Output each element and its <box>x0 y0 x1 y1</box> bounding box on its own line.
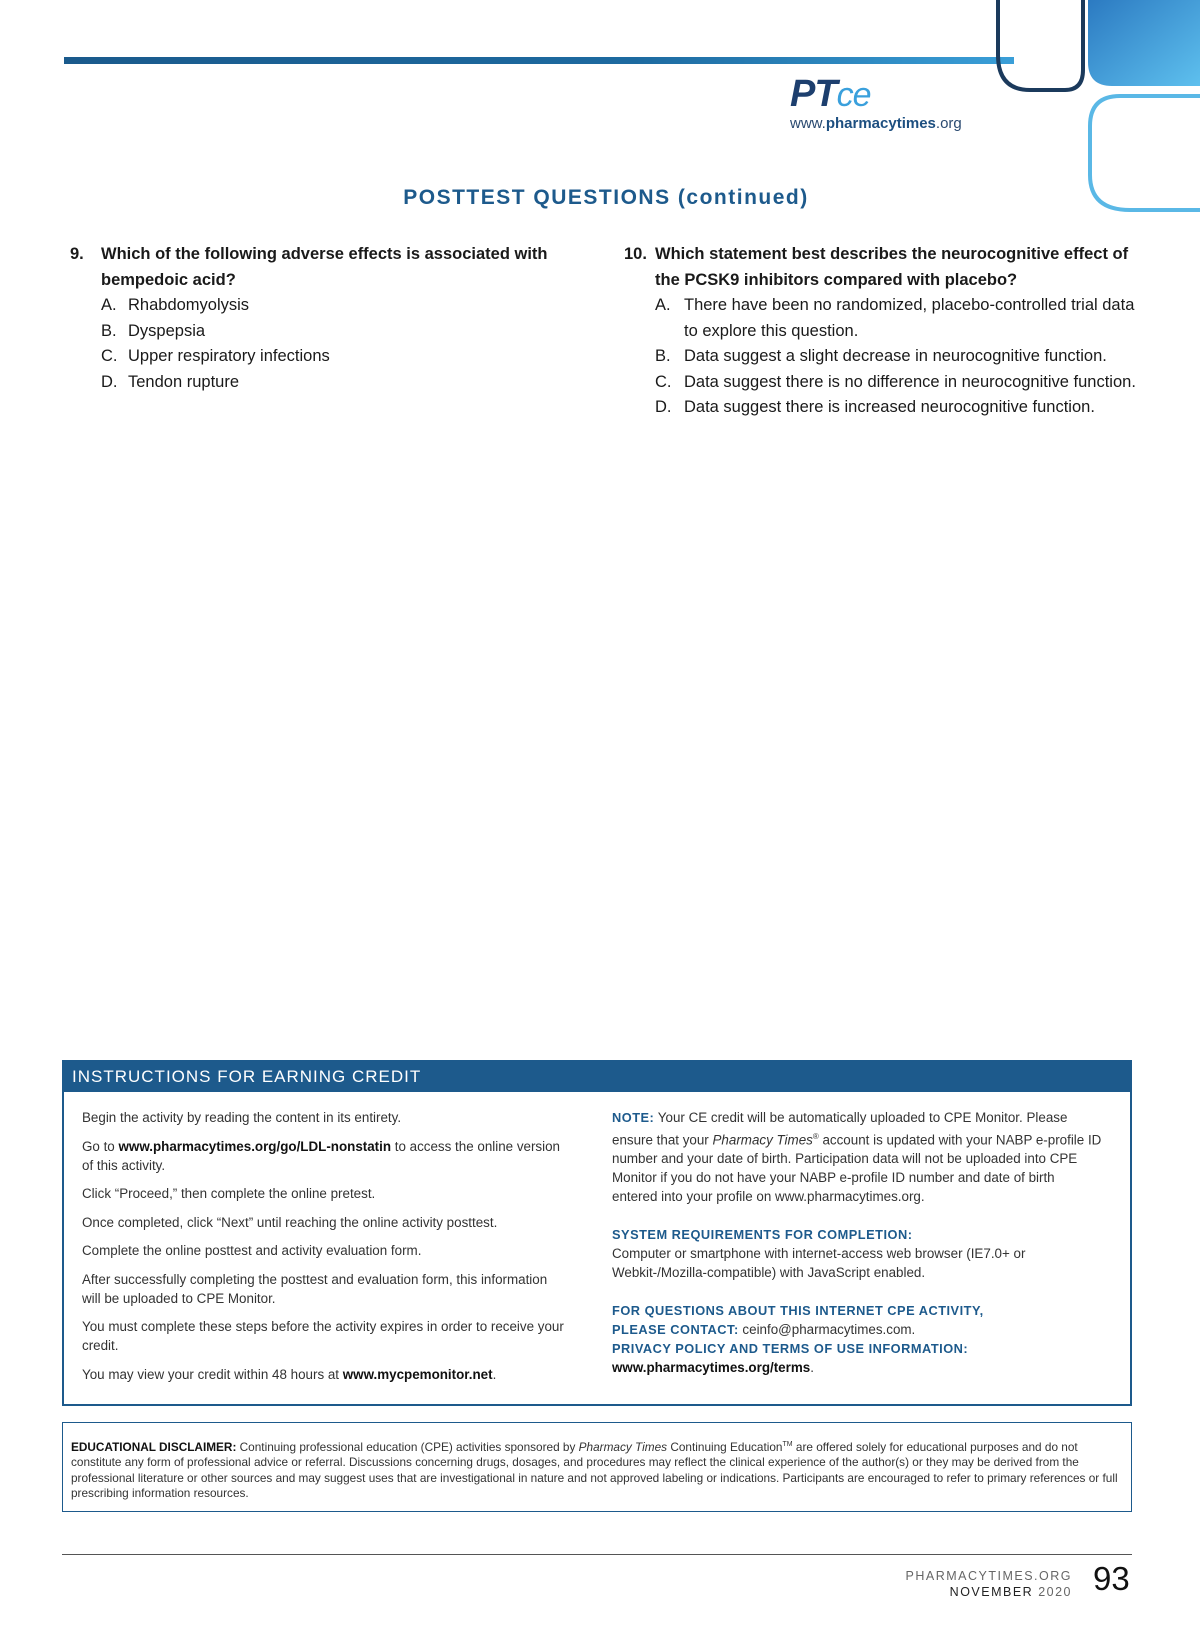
activity-link[interactable]: www.pharmacytimes.org/go/LDL-nonstatin <box>118 1138 392 1154</box>
step-text: Begin the activity by reading the content in its entirety. <box>82 1110 402 1125</box>
answer-option: D. Data suggest there is increased neurocognitive function. <box>655 398 1095 416</box>
blue-filled-shape <box>1088 0 1200 86</box>
contact-email[interactable]: ceinfo@pharmacytimes.com. <box>738 1322 916 1338</box>
educational-disclaimer: EDUCATIONAL DISCLAIMER: Continuing professional education (CPE) activities sponsored by Pharmacy Times Continuing Education™ are offered solely for educational purposes and do not constitute any form of professional advice or referral. Discussions concerning drugs, dosages, and procedures may reflect the clinical experience of the author(s) or they may be derived from the professional literature or other sources and may suggest uses that are investigational in nature and not approved labeling or indications. Participants are encouraged to refer to primary references or full prescribing information resources. <box>62 1422 1132 1512</box>
ptce-logo <box>790 74 1030 132</box>
instructions-steps <box>82 1108 564 1393</box>
question-number: 10. <box>624 245 647 263</box>
footer-year: 2020 <box>1033 1585 1072 1599</box>
cpe-monitor-link[interactable]: www.mycpemonitor.net <box>342 1366 493 1382</box>
section-title: POSTTEST QUESTIONS (continued) <box>403 186 809 209</box>
question-stem: Which of the following adverse effects is associated with bempedoic acid? <box>101 245 548 289</box>
step-text: After successfully completing the posttest and evaluation form, this information will be uploaded to CPE Monitor. <box>82 1271 548 1306</box>
header-rule <box>64 57 1014 64</box>
note-paragraph: NOTE: Your CE credit will be automatically uploaded to CPE Monitor. Please ensure that your Pharmacy Times® account is updated with your NABP e-profile ID number and your date of birth. Participation data will not be uploaded into CPE Monitor if you do not have your NABP e-profile ID number and date of birth entered into your profile on www.pharmacytimes.org. <box>612 1110 1102 1205</box>
answer-option: A. There have been no randomized, placebo-controlled trial data to explore this question. <box>655 296 1135 340</box>
step-text: You may view your credit within 48 hours at www.mycpemonitor.net. <box>82 1366 497 1382</box>
answer-option: C. Data suggest there is no difference in neurocognitive function. <box>655 372 1136 391</box>
sysreq-label: SYSTEM REQUIREMENTS FOR COMPLETION: <box>612 1227 913 1243</box>
answer-option: B. Dyspepsia <box>101 321 206 340</box>
logo-url[interactable]: www.pharmacytimes.org <box>790 115 962 132</box>
page-number: 93 <box>1093 1560 1130 1597</box>
questions-label: FOR QUESTIONS ABOUT THIS INTERNET CPE ACTIVITY, <box>612 1303 984 1319</box>
instructions-box <box>62 1060 1132 1406</box>
question-9 <box>70 242 570 395</box>
contact-line: PLEASE CONTACT: ceinfo@pharmacytimes.com. <box>612 1322 916 1338</box>
question-10 <box>624 242 1144 421</box>
question-number: 9. <box>70 245 84 263</box>
step-text: You must complete these steps before the activity expires in order to receive your credit. <box>82 1319 564 1353</box>
instructions-notes <box>612 1108 1102 1377</box>
question-stem: Which statement best describes the neurocognitive effect of the PCSK9 inhibitors compared with placebo? <box>655 245 1129 289</box>
step-text: Click “Proceed,” then complete the online pretest. <box>82 1186 376 1201</box>
step-text: Go to www.pharmacytimes.org/go/LDL-nonstatin to access the online version of this activity. <box>82 1138 560 1173</box>
answer-option: D. Tendon rupture <box>101 372 239 391</box>
privacy-label: PRIVACY POLICY AND TERMS OF USE INFORMATION: <box>612 1341 969 1357</box>
sysreq-text: Computer or smartphone with internet-access web browser (IE7.0+ or Webkit-/Mozilla-compatible) with JavaScript enabled. <box>612 1246 1026 1281</box>
instructions-title: INSTRUCTIONS FOR EARNING CREDIT <box>64 1062 1130 1092</box>
answer-option: B. Data suggest a slight decrease in neurocognitive function. <box>655 347 1107 365</box>
logo-wordmark: PTce <box>790 73 871 115</box>
footer-rule <box>62 1554 1132 1555</box>
answer-option: A. Rhabdomyolysis <box>101 296 250 314</box>
footer-info <box>906 1568 1073 1600</box>
answer-option: C. Upper respiratory infections <box>101 347 330 365</box>
footer-site: PHARMACYTIMES.ORG <box>905 1569 1072 1583</box>
footer-month: NOVEMBER <box>949 1585 1034 1599</box>
terms-link[interactable]: www.pharmacytimes.org/terms <box>612 1360 811 1376</box>
step-text: Complete the online posttest and activity evaluation form. <box>82 1243 422 1258</box>
step-text: Once completed, click “Next” until reaching the online activity posttest. <box>82 1214 498 1230</box>
privacy-line: www.pharmacytimes.org/terms. <box>612 1360 814 1376</box>
